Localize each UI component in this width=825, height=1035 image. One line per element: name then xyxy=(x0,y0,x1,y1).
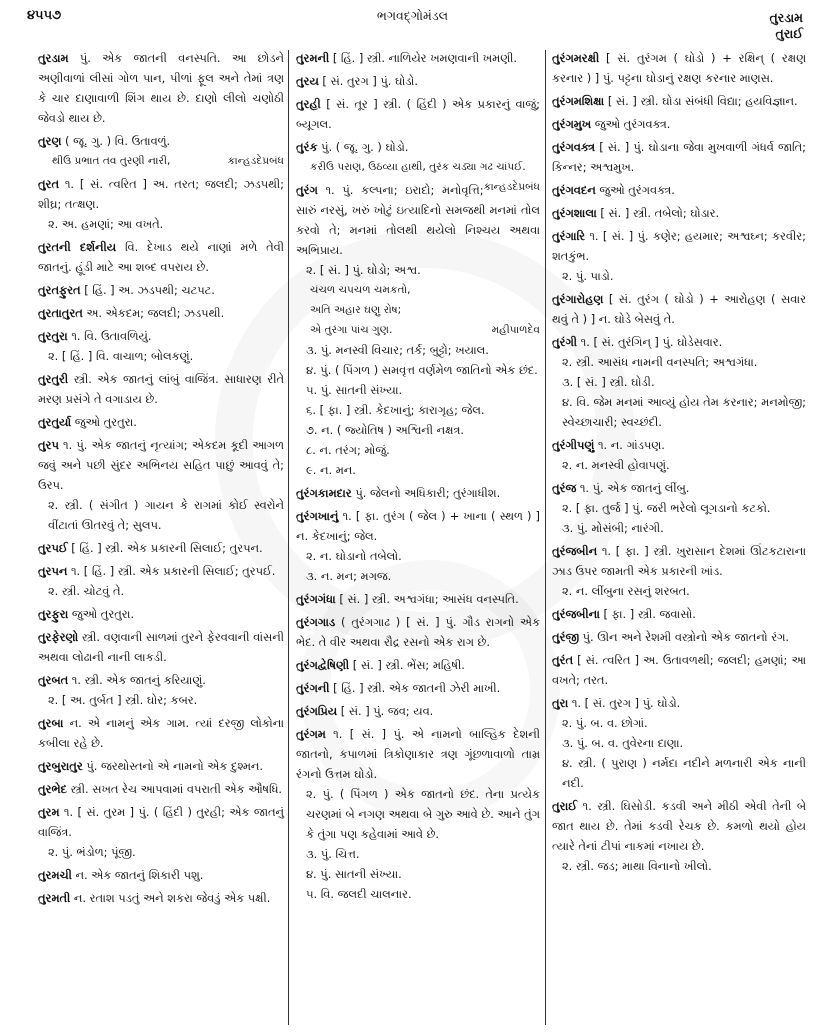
definition: ૧. પું. એક જાતનું નૃત્યાંગ; એકદમ કૂદી આગળ જવું અને પછી સુંદર અભિનય સહિત પાછું આવવું તે; ઉરપ. xyxy=(38,438,284,492)
sense: ૨. સ્ત્રી. ચોટવું તે. xyxy=(48,584,125,598)
headword: તુરંગની xyxy=(296,681,330,695)
headword: તુરંગખાનું xyxy=(296,509,339,523)
entry-first-line xyxy=(296,48,540,68)
sense: ૨. ન. ઘોડાનો તબેલો. xyxy=(306,549,402,563)
entry-first-line xyxy=(38,369,284,409)
definition: જુઓ તુરંગવક્ત્ર. xyxy=(599,183,675,197)
entry-first-line xyxy=(296,589,540,609)
entry-first-line xyxy=(552,289,806,329)
entry-first-line xyxy=(38,713,284,753)
verse-text: એ તુરંગા પાંચ ગુણ. xyxy=(310,324,393,336)
entry-first-line xyxy=(38,303,284,323)
sense: ૨. પું. ( પિંગળ ) એક જાતનો છંદ. તેના પ્રત્યેક ચરણમાં બે નગણ અથવા બે ગુરુ આવે છે. આને તુંગ કે તુંગા પણ કહેવામાં આવે છે. xyxy=(306,787,540,841)
verse-line xyxy=(296,300,540,320)
dictionary-entry xyxy=(552,48,806,88)
headword: તુરંક xyxy=(296,140,318,154)
headword: તુરંજ xyxy=(552,481,577,495)
definition: ૧. વિ. ઉતાવળિયું. xyxy=(71,329,152,343)
headword: તુરતુરી xyxy=(38,372,69,386)
definition: ૧. પું. એક જાતનું લીંબુ. xyxy=(579,481,690,495)
headword: તુરંત xyxy=(552,653,573,667)
dictionary-entry xyxy=(296,678,540,698)
entry-first-line xyxy=(552,203,806,223)
dictionary-entry xyxy=(296,655,540,675)
headword: તુરા xyxy=(552,696,569,710)
dictionary-column-right xyxy=(552,48,806,879)
headword: તુરતુરા xyxy=(38,329,68,343)
entry-first-line xyxy=(296,483,540,503)
sense: ૪. પું. સાતની સંખ્યા. xyxy=(306,867,402,881)
dictionary-entry xyxy=(552,289,806,329)
headword: તુરબુરાતુર xyxy=(38,759,83,773)
definition: સ્ત્રી. એક જાતનું લાંબું વાજિંત્ર. સાધારણ રીતે મરણ પ્રસંગે તે વગાડાય છે. xyxy=(38,372,284,406)
sense: ૩. [ સં. ] સ્ત્રી. ઘોડી. xyxy=(562,375,655,389)
sense: ૨. સ્ત્રી. આસંધ નામની વનસ્પતિ; અશ્વગંધા. xyxy=(562,355,758,369)
sense: ૪. પું. ( પિંગળ ) સમવૃત્ત વર્ણમેળ જાતિનો એક છંદ. xyxy=(306,363,538,377)
dictionary-entry xyxy=(38,627,284,667)
dictionary-entry xyxy=(296,483,540,503)
headword: તુરંગગાડ xyxy=(296,615,336,629)
definition: ૧. [ સં. ] પું. એ નામનો બાલ્હિક દેશની જાતનો, કપાળમાં ત્રિકોણાકાર ત્રણ ગૂંછળાવાળો તામ્ર રંગનો ઉત્તમ ઘોડો. xyxy=(296,727,540,781)
dictionary-entry xyxy=(552,796,806,876)
definition: [ સં. ] સ્ત્રી. ઘોડા સંબંધી વિદ્યા; હયવિજ્ઞાન. xyxy=(607,94,798,108)
entry-first-line xyxy=(296,137,540,157)
dictionary-entry xyxy=(552,137,806,177)
entry-first-line xyxy=(38,604,284,624)
dictionary-entry xyxy=(296,94,540,134)
headword: તુરંગીપણું xyxy=(552,438,595,452)
dictionary-entry xyxy=(38,435,284,535)
definition: સ્ત્રી. સખત રેચ આપવામાં વપરાતી એક ઔષધિ. xyxy=(70,782,283,796)
dictionary-entry xyxy=(38,561,284,601)
entry-first-line xyxy=(296,678,540,698)
dictionary-entry xyxy=(38,174,284,234)
page-header xyxy=(0,0,825,41)
definition: ૧. [ ફા. તુરંગ ( જેલ ) + ખાના ( સ્થળ ) ] ન. કેદખાનું; જેલ. xyxy=(296,509,540,543)
dictionary-entry xyxy=(38,865,284,885)
headword: તુરંજી xyxy=(552,630,579,644)
entry-first-line xyxy=(552,48,806,88)
dictionary-entry xyxy=(38,326,284,366)
sense: ૪. વિ. જેમ મનમાં આવ્યું હોય તેમ કરનાર; મનમોજી; સ્વેચ્છાચારી; સ્વચ્છંદી. xyxy=(562,395,806,429)
sense: ૩. પું. મનસ્વી વિચાર; તર્ક; બુટ્ટો; ખયાલ. xyxy=(306,343,489,357)
entry-first-line xyxy=(38,48,284,128)
entry-first-line xyxy=(38,435,284,495)
verse-source: મહીપાળદેવ xyxy=(491,324,540,336)
dictionary-entry xyxy=(296,589,540,609)
sense: ૭. ન. ( જ્યોતિષ ) અશ્વિની નક્ષત્ર. xyxy=(306,423,465,437)
entry-first-line xyxy=(38,561,284,581)
headword: તુરફુરા xyxy=(38,607,69,621)
sense: ૨. પું. પાડો. xyxy=(562,269,614,283)
column-divider xyxy=(288,50,289,1025)
column-divider xyxy=(545,50,546,1025)
entry-first-line xyxy=(552,91,806,111)
dictionary-entry xyxy=(552,627,806,647)
entry-first-line xyxy=(38,538,284,558)
entry-first-line xyxy=(552,137,806,177)
entry-first-line xyxy=(38,326,284,346)
dictionary-entry xyxy=(552,541,806,601)
headword: તુરંગારિ xyxy=(552,229,586,243)
definition: [ સં. ] સ્ત્રી. અશ્વગંધા; આસંધ વનસ્પતિ. xyxy=(339,592,519,606)
sense: ૩. પું. મોસંબી; નારંગી. xyxy=(562,521,664,535)
entry-first-line xyxy=(552,226,806,266)
definition: [ હિં. ] સ્ત્રી. એક પ્રકારની સિલાઈ; તુરપન. xyxy=(71,541,263,555)
citation-quote xyxy=(38,151,284,171)
definition: [ સં. ] પું. ઘોડાના જેવા મુખવાળી ગંધર્વ જાતિ; કિન્નર; અશ્વમુખ. xyxy=(552,140,806,174)
definition: જુઓ તુરતુરા. xyxy=(71,607,135,621)
definition: ૧. સ્ત્રી. ઘિસોડી. કડવી અને મીઠી એવી તેની બે જાત થાય છે. તેમાં કડવી રેચક છે. કમળો થયો હોય ત્યારે તેનાં ટીપાં નાકમાં નખાય છે. xyxy=(552,799,807,853)
entry-first-line xyxy=(38,627,284,667)
definition: [ ફા. ] સ્ત્રી. જવાસો. xyxy=(603,607,696,621)
dictionary-entry xyxy=(296,48,540,68)
headword: તુરહી xyxy=(296,97,321,111)
quote-text: કરીઉ પરાણ, ઉઠવ્યા હાથી, તુરંક ચડ્યા ગઢ ચાંપઈ. xyxy=(310,161,526,173)
dictionary-entry xyxy=(38,237,284,277)
dictionary-entry xyxy=(552,203,806,223)
entry-first-line xyxy=(552,650,806,690)
quote-source: કાન્હડદેપ્રબંધ xyxy=(227,155,284,167)
headword: તુરય xyxy=(296,74,319,88)
headword: તુરંગપ્રિય xyxy=(296,704,338,718)
entry-first-line xyxy=(38,670,284,690)
definition: ન. એક જાતનું શિકારી પશુ. xyxy=(75,868,204,882)
entry-first-line xyxy=(552,627,806,647)
definition: જુઓ તુરંગવક્ત્ર. xyxy=(594,117,671,131)
definition: ૧. [ સં. ] પું. કણેર; હયમાર; અશ્વઘ્ન; કરવીર; શતકુંભ. xyxy=(552,229,806,263)
definition: [ સં. ત્વરિત ] અ. ઉતાવળથી; જલદી; હમણાં; આ વખતે; તરત. xyxy=(552,653,806,687)
dictionary-entry xyxy=(38,779,284,799)
sense: ૫. પું. સાતની સંખ્યા. xyxy=(306,383,403,397)
headword: તુરંગમશિક્ષા xyxy=(552,94,605,108)
headword: તુરંજબીના xyxy=(552,607,600,621)
dictionary-entry xyxy=(552,180,806,200)
headword: તુરફેરણો xyxy=(38,630,79,644)
sense: ૨. [ હિં. ] વિ. વાચાળ; બોલકણું. xyxy=(48,349,194,363)
dictionary-entry xyxy=(296,71,540,91)
entry-first-line xyxy=(38,280,284,300)
dictionary-entry xyxy=(552,91,806,111)
headword: તુરંગારોહણ xyxy=(552,292,604,306)
entry-first-line xyxy=(552,604,806,624)
dictionary-entry xyxy=(552,114,806,134)
dictionary-entry xyxy=(38,412,284,432)
headword: તુરત xyxy=(38,177,59,191)
definition: ૧. [ ફા. ] સ્ત્રી. ખુરાસાન દેશમાં ઊંટકટારાના ઝાડ ઉપર જામતી એક પ્રકારની ખાંડ. xyxy=(552,544,807,578)
headword: તુરબા xyxy=(38,716,64,730)
entry-first-line xyxy=(296,71,540,91)
entry-first-line xyxy=(552,114,806,134)
sense: ૨. [ ફા. તુર્જ ] પું. જરી ભરેલો લૂગડાનો કટકો. xyxy=(562,501,771,515)
definition: [ સં. તુરંગમ ( ઘોડો ) + રક્ષિન્ ( રક્ષણ કરનાર ) ] પું. પટ્ટના ઘોડાનું રક્ષણ કરનાર માણસ. xyxy=(552,51,806,85)
entry-first-line xyxy=(552,332,806,352)
verse-line xyxy=(296,320,540,340)
dictionary-entry xyxy=(552,332,806,432)
definition: અ. એકદમ; જલદી; ઝડપથી. xyxy=(86,306,225,320)
headword: તુરંગમ xyxy=(296,727,326,741)
definition: ન. રતાશ પડતું અને શકરા જેવડું એક પક્ષી. xyxy=(73,891,271,905)
headword: તુરંગ xyxy=(296,183,318,197)
entry-first-line xyxy=(552,435,806,455)
dictionary-entry xyxy=(296,724,540,904)
entry-first-line xyxy=(38,237,284,277)
dictionary-entry xyxy=(552,435,806,475)
entry-first-line xyxy=(38,888,284,908)
headword: તુરભેદ xyxy=(38,782,67,796)
entry-first-line xyxy=(296,701,540,721)
entry-first-line xyxy=(552,541,806,581)
definition: ન. એ નામનું એક ગામ. ત્યાં દરજી લોકોના કબીલા રહે છે. xyxy=(38,716,285,750)
definition: ૧. [ સં. તુરમ ] પું. ( હિંદી ) તુરહી; એક જાતનું વાજિંત્ર. xyxy=(38,805,285,839)
headword: તુરંજબીન xyxy=(552,544,598,558)
definition: પું. ઊન અને રેશમી વસ્ત્રોનો એક જાતનો રંગ. xyxy=(582,630,790,644)
headword: તુરપઈ xyxy=(38,541,68,555)
definition: સ્ત્રી. વણવાની સાળમાં તુરને ફેરવવાની વાંસની અથવા લોઢાની નાની લાકડી. xyxy=(38,630,285,664)
entry-first-line xyxy=(296,724,540,784)
sense: ૨. પું. બ. વ. છોગાં. xyxy=(562,716,648,730)
entry-first-line xyxy=(38,779,284,799)
headword: તુરપન xyxy=(38,564,68,578)
dictionary-column-left xyxy=(38,48,284,911)
sense: ૨. પું. ભંડોળ; પૂંજી. xyxy=(48,845,136,859)
entry-first-line xyxy=(38,131,284,151)
dictionary-entry xyxy=(552,604,806,624)
sense: ૮. ન. તરંગ; મોજું. xyxy=(306,443,390,457)
entry-first-line xyxy=(552,796,806,856)
definition: [ હિં. ] સ્ત્રી. નાળિયેર ખમણવાની ખમણી. xyxy=(332,51,518,65)
headword: તુરતની દર્શનીય xyxy=(38,240,117,254)
definition: ૧. [ સં. તુરંગિન્ ] પું. ઘોડેસવાર. xyxy=(580,335,723,349)
dictionary-entry xyxy=(38,888,284,908)
dictionary-entry xyxy=(296,612,540,652)
entry-first-line xyxy=(552,478,806,498)
headword: તુરાઈ xyxy=(552,799,578,813)
dictionary-entry xyxy=(38,280,284,300)
definition: ૧. [ હિં. ] સ્ત્રી. એક પ્રકારની સિલાઈ; તુરપઈ. xyxy=(70,564,276,578)
definition: પું. ( જૂ. ગુ. ) ઘોડો. xyxy=(321,140,409,154)
definition: જુઓ તુરતુરા. xyxy=(74,415,137,429)
sense: ૩. પું. ચિત્ત. xyxy=(306,847,360,861)
book-title: ભગવદ્ગોમંડલ xyxy=(376,8,449,23)
sense: ૨. સ્ત્રી. ( સંગીત ) ગાયન કે રાગમાં કોઈ સ્વરોને વીંટાતાં ઊતરવું તે; સુલપ. xyxy=(48,498,284,532)
headword: તુરપ xyxy=(38,438,59,452)
guide-word-first: તુરડામ xyxy=(769,10,803,25)
definition: વિ. દેખાડ થયે નાણાં મળે તેવી જાતનું. હૂંડી માટે આ શબ્દ વપરાય છે. xyxy=(38,240,284,274)
dictionary-entry xyxy=(38,604,284,624)
definition: ૧. [ સં. તુરગ ] પું. ઘોડો. xyxy=(571,696,681,710)
headword: તુરતુર્યા xyxy=(38,415,72,429)
headword: તુરંગકામદાર xyxy=(296,486,352,500)
headword: તુરમચી xyxy=(38,868,72,882)
definition: ૧. [ સં. ત્વરિત ] અ. તરત; જલદી; ઝડપથી; શીઘ્ર; તત્ક્ષણ. xyxy=(38,177,284,211)
headword: તુરડામ xyxy=(38,51,69,65)
definition: [ સં. ] પું. જવ; યવ. xyxy=(340,704,434,718)
entry-first-line xyxy=(38,865,284,885)
definition: ૧. પું. કલ્પના; ઇરાદો; મનોવૃત્તિ; સારું નરસું, ખરું ખોટું ઇત્યાદિનો સમજથી મનમાં તોલ કરવો તે; મનમાં તોલથી થયેલો નિશ્ચય અથવા અભિપ્રાય. xyxy=(296,183,540,257)
dictionary-entry xyxy=(38,538,284,558)
dictionary-entry xyxy=(552,693,806,793)
headword: તુરંગી xyxy=(552,335,578,349)
headword: તુરંગમુખ xyxy=(552,117,592,131)
dictionary-entry xyxy=(296,506,540,586)
sense: ૩. પું. બ. વ. તુવેરના દાણા. xyxy=(562,736,684,750)
dictionary-column-middle xyxy=(296,48,540,907)
sense: ૯. ન. મન. xyxy=(306,463,356,477)
definition: [ સં. તુરંગ ( ઘોડો ) + આરોહણ ( સવાર થવું તે ) ] ન. ઘોડે બેસવું તે. xyxy=(552,292,806,326)
definition: પું. જરથોસ્તનો એ નામનો એક દુશ્મન. xyxy=(86,759,264,773)
verse-line xyxy=(296,280,540,300)
sense: ૬. [ ફા. ] સ્ત્રી. કેદખાનું; કારાગૃહ; જેલ. xyxy=(306,403,485,417)
entry-first-line xyxy=(296,612,540,652)
sense: ૨. અ. હમણાં; આ વખતે. xyxy=(48,217,164,231)
dictionary-entry xyxy=(552,478,806,538)
entry-first-line xyxy=(296,655,540,675)
entry-first-line xyxy=(552,693,806,713)
page-number: ૪૫૫૭ xyxy=(27,8,62,23)
definition: ૧. ન. ગાંડપણ. xyxy=(597,438,665,452)
entry-first-line xyxy=(552,180,806,200)
entry-first-line xyxy=(296,506,540,546)
entry-first-line xyxy=(38,412,284,432)
entry-first-line xyxy=(38,174,284,214)
definition: પું. જેલનો અધિકારી; તુરંગાધીશ. xyxy=(355,486,501,500)
headword: તુરમતી xyxy=(38,891,71,905)
headword: તુરતાતુરત xyxy=(38,306,83,320)
guide-word-last: તુરાઈ xyxy=(775,26,803,41)
definition: ( જૂ. ગુ. ) વિ. ઉતાવળું. xyxy=(65,134,171,148)
headword: તુરતફુરત xyxy=(38,283,81,297)
dictionary-entry xyxy=(296,180,540,480)
sense: ૨. [ અ. તુર્બત ] સ્ત્રી. ઘોર; કબર. xyxy=(48,693,198,707)
definition: ( તુરંગગાઢ ) [ સં. ] પું. ગૌડ રાગનો એક ભેદ. તે વીર અથવા રૌદ્ર રસનો એક રાગ છે. xyxy=(296,615,540,649)
dictionary-entry xyxy=(38,756,284,776)
sense: ૨. ન. લીંબુના રસનું શરબત. xyxy=(562,584,690,598)
sense: ૨. [ સં. ] પું. ઘોડો; અશ્વ. xyxy=(306,263,421,277)
headword: તુરબત xyxy=(38,673,69,687)
verse-text: ચંચળ ચપચળ ચમકતો, xyxy=(310,284,411,296)
definition: [ સં. ] સ્ત્રી. ભેંસ; મહિષી. xyxy=(352,658,465,672)
entry-first-line xyxy=(38,756,284,776)
definition: પું. એક જાતની વનસ્પતિ. આ છોડને અણીવાળાં લીસાં ગોળ પાન, પીળાં ફૂલ અને તેમાં ત્રણ કે ચાર દાણાવાળી શિંગ થાય છે. દાણો લીલો ચણોઠી જેવડો થાય છે. xyxy=(38,51,284,125)
dictionary-entry xyxy=(38,48,284,128)
dictionary-entry xyxy=(552,650,806,690)
sense: ૨. ન. મનસ્વી હોવાપણું. xyxy=(562,458,670,472)
headword: તુરંગવદન xyxy=(552,183,596,197)
verse-text: અતિ અહાર ઘણુ રોષ; xyxy=(310,304,402,316)
headword: તુરણ xyxy=(38,134,62,148)
quote-text: થીઉ પ્રભાત તવ તુરણી નારી, xyxy=(52,155,171,167)
dictionary-entry xyxy=(552,226,806,286)
dictionary-entry xyxy=(296,701,540,721)
entry-first-line xyxy=(296,94,540,134)
headword: તુરંગદ્વેષિણી xyxy=(296,658,350,672)
dictionary-entry xyxy=(38,131,284,171)
sense: ૫. વિ. જલદી ચાલનાર. xyxy=(306,887,412,901)
dictionary-entry xyxy=(38,369,284,409)
quote-source: કાન્હડદેપ્રબંધ xyxy=(483,181,540,193)
definition: ૧. સ્ત્રી. એક જાતનું કરિયાણું. xyxy=(71,673,206,687)
dictionary-entry xyxy=(38,670,284,710)
dictionary-entry xyxy=(38,802,284,862)
definition: [ હિં. ] અ. ઝડપથી; ચટપટ. xyxy=(84,283,215,297)
headword: તુરંગગંધા xyxy=(296,592,336,606)
dictionary-entry xyxy=(38,303,284,323)
entry-first-line xyxy=(38,802,284,842)
dictionary-entry xyxy=(38,713,284,753)
headword: તુરંગવક્ત્ર xyxy=(552,140,596,154)
headword: તુરંગશાલા xyxy=(552,206,597,220)
sense: ૪. સ્ત્રી. ( પુરાણ ) નર્મદા નદીને મળનારી એક નાની નદી. xyxy=(562,756,806,790)
definition: [ સં. ] સ્ત્રી. તબેલો; ઘોડાર. xyxy=(600,206,720,220)
definition: [ સં. તુરગ ] પું. ઘોડો. xyxy=(322,74,419,88)
definition: [ હિં. ] સ્ત્રી. એક જાતની ઝેરી માખી. xyxy=(333,681,501,695)
sense: ૩. ન. મન; મગજ. xyxy=(306,569,392,583)
definition: [ સં. તૂર ] સ્ત્રી. ( હિંદી ) એક પ્રકારનું વાજું; બ્યૂગલ. xyxy=(296,97,541,131)
headword: તુરમ xyxy=(38,805,60,819)
sense: ૨. સ્ત્રી. જડ; માથા વિનાનો ખીલો. xyxy=(562,859,712,873)
headword: તુરંગમરક્ષી xyxy=(552,51,600,65)
headword: તુરમની xyxy=(296,51,330,65)
